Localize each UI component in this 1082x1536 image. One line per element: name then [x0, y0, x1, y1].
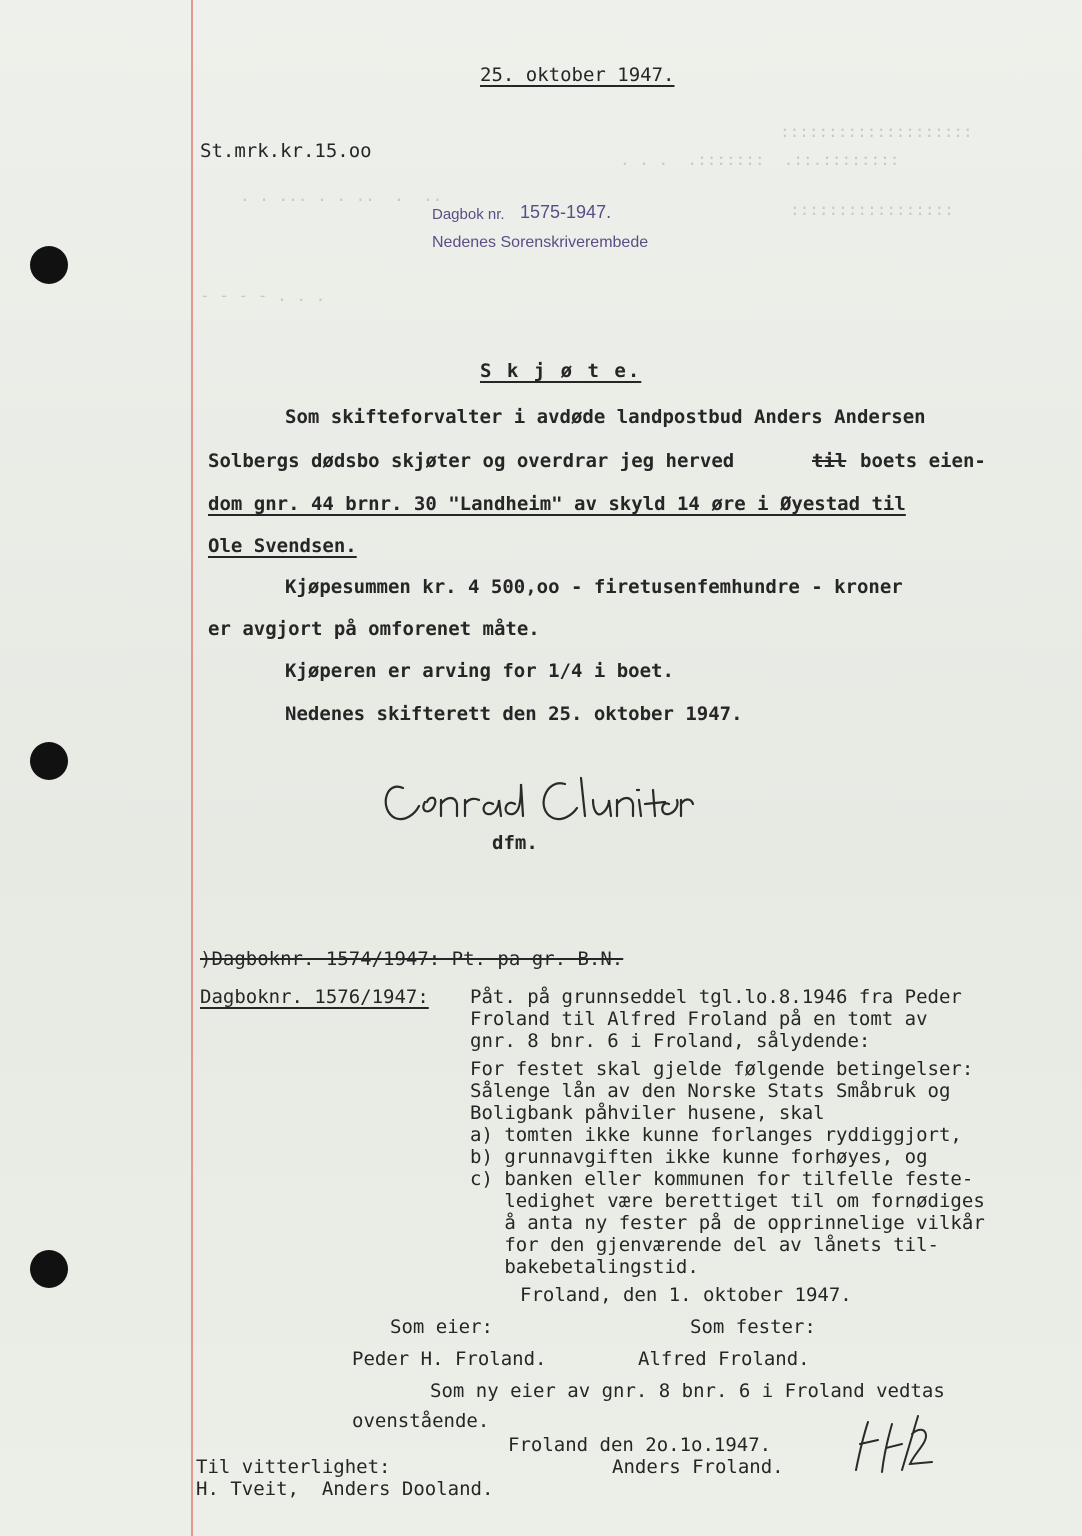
bleed-through: ::::::::::::::::::::	[780, 122, 973, 141]
entry-line: Sålenge lån av den Norske Stats Småbruk og	[470, 1080, 951, 1102]
entry-line: b) grunnavgiften ikke kunne forhøyes, og	[470, 1146, 928, 1168]
lessee-name: Alfred Froland.	[638, 1348, 810, 1370]
entry-label: Dagboknr. 1576/1947:	[200, 986, 429, 1008]
initials-mark	[838, 1410, 948, 1480]
signature-title: dfm.	[492, 832, 538, 854]
deed-line: Nedenes skifterett den 25. oktober 1947.	[285, 703, 743, 725]
entry-line: gnr. 8 bnr. 6 i Froland, sålydende:	[470, 1030, 871, 1052]
entry-line: for den gjenværende del av lånets til-	[470, 1234, 939, 1256]
approval-name: Anders Froland.	[612, 1456, 784, 1478]
punch-hole	[30, 1250, 68, 1288]
buyer-name: Ole Svendsen.	[208, 535, 357, 557]
deed-line: Som skifteforvalter i avdøde landpostbud Anders Andersen	[285, 406, 926, 428]
property-description: dom gnr. 44 brnr. 30 "Landheim" av skyld 14 øre i Øyestad til	[208, 493, 906, 515]
deed-line: Kjøperen er arving for 1/4 i boet.	[285, 660, 674, 682]
entry-line: For festet skal gjelde følgende betingelser:	[470, 1058, 974, 1080]
punch-hole	[30, 742, 68, 780]
journal-stamp-label: Dagbok nr.	[432, 206, 505, 223]
entry-line: ledighet være berettiget til om fornødiges	[470, 1190, 985, 1212]
deed-title: S k j ø t e.	[480, 360, 642, 382]
approval-line: ovenstående.	[352, 1410, 490, 1432]
handwritten-signature	[375, 770, 695, 830]
witness-names: H. Tveit, Anders Dooland.	[196, 1478, 494, 1500]
approval-line: Som ny eier av gnr. 8 bnr. 6 i Froland vedtas	[430, 1380, 945, 1402]
entry-line: Påt. på grunnseddel tgl.lo.8.1946 fra Peder	[470, 986, 962, 1008]
journal-stamp-number: 1575-1947.	[520, 202, 612, 222]
cancelled-entry: )Dagboknr. 1574/1947: Pt. pa gr. B.N.	[200, 948, 624, 970]
lessee-label: Som fester:	[690, 1316, 816, 1338]
place-date: Froland, den 1. oktober 1947.	[520, 1284, 852, 1306]
deed-line: boets eien-	[860, 450, 986, 472]
struck-word: til	[812, 450, 847, 472]
document-date: 25. oktober 1947.	[480, 64, 675, 86]
bleed-through: - - - - . . .	[200, 286, 326, 305]
entry-line: Boligbank påhviler husene, skal	[470, 1102, 825, 1124]
entry-line: å anta ny fester på de opprinnelige vilkår	[470, 1212, 985, 1234]
office-stamp: Nedenes Sorenskriverembede	[432, 234, 649, 251]
stamp-fee: St.mrk.kr.15.oo	[200, 140, 372, 162]
bleed-through: :::::::::::::::::	[790, 200, 954, 219]
entry-line: Froland til Alfred Froland på en tomt av	[470, 1008, 928, 1030]
owner-label: Som eier:	[390, 1316, 493, 1338]
approval-date: Froland den 2o.1o.1947.	[508, 1434, 772, 1456]
punch-hole	[30, 246, 68, 284]
deed-line: er avgjort på omforenet måte.	[208, 618, 540, 640]
entry-line: c) banken eller kommunen for tilfelle feste-	[470, 1168, 974, 1190]
entry-line: bakebetalingstid.	[470, 1256, 699, 1278]
bleed-through: . . ... . . .. . ..	[240, 186, 443, 205]
deed-line: Solbergs dødsbo skjøter og overdrar jeg herved	[208, 450, 735, 472]
deed-line: Kjøpesummen kr. 4 500,oo - firetusenfemhundre - kroner	[285, 576, 903, 598]
owner-name: Peder H. Froland.	[352, 1348, 547, 1370]
entry-line: a) tomten ikke kunne forlanges ryddiggjort,	[470, 1124, 962, 1146]
bleed-through: . . . .::::::: .::.::::::::	[620, 150, 900, 169]
witness-label: Til vitterlighet:	[196, 1456, 391, 1478]
margin-line	[191, 0, 193, 1536]
